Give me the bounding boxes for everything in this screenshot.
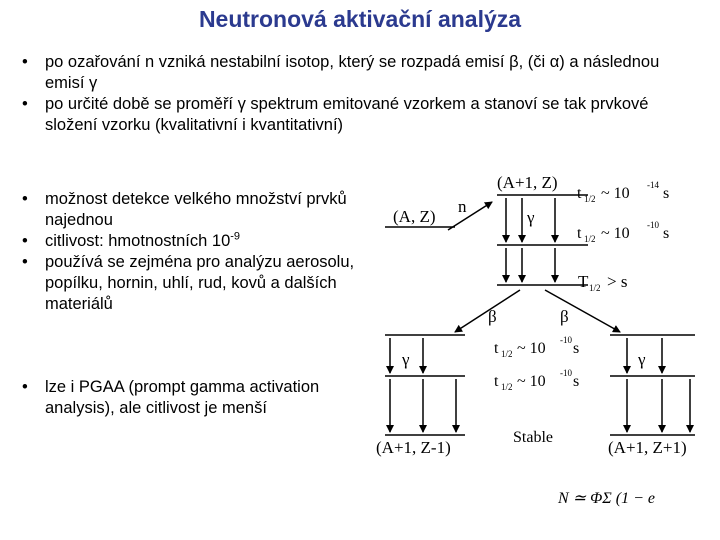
- bullet-dot: •: [22, 253, 28, 271]
- prompt-gamma-label: γ: [527, 208, 535, 227]
- compound-nucleus-label: (A+1, Z): [497, 173, 558, 192]
- beta-minus-label: β: [488, 307, 497, 326]
- radioactive-halflife-val: > s: [607, 272, 628, 291]
- bullet-dot: •: [22, 232, 28, 250]
- neutron-capture-arrow: [448, 202, 492, 230]
- delayed-halflife-2-val: ~ 10: [517, 373, 546, 390]
- gamma-halflife-sub: 1/2: [584, 234, 596, 244]
- bullet-dot: •: [22, 190, 28, 208]
- left-gamma-label: γ: [402, 350, 410, 369]
- bullet-dot: •: [22, 378, 28, 396]
- delayed-halflife-2-sub: 1/2: [501, 382, 513, 392]
- list-item: [15, 189, 375, 231]
- left-product-label: (A+1, Z-1): [376, 438, 451, 457]
- bullet-text: citlivost: hmotnostních 10: [45, 232, 231, 250]
- prompt-halflife-sub: 1/2: [584, 194, 596, 204]
- delayed-halflife-1-exp: -10: [560, 335, 572, 345]
- bullet-text: po ozařování n vzniká nestabilní isotop, který se rozpadá emisí β, (či α) a následnou emisí γ: [45, 53, 660, 92]
- delayed-halflife-1-t: t: [494, 340, 499, 357]
- delayed-halflife-2-t: t: [494, 373, 499, 390]
- bullet-dot: •: [22, 53, 28, 71]
- gamma-halflife-val: ~ 10: [601, 225, 630, 242]
- list-item: [15, 252, 375, 315]
- bullet-text: po určité době se proměří γ spektrum emitované vzorkem a stanoví se tak prvkové složení vzorku (kvalitativní i kvantitativní): [45, 95, 649, 134]
- prompt-halflife-unit: s: [663, 185, 670, 202]
- bullet-text: lze i PGAA (prompt gamma activation analysis), ale citlivost je menší: [45, 378, 320, 417]
- gamma-halflife-unit: s: [663, 225, 670, 242]
- list-item: [15, 52, 695, 94]
- list-item: [15, 94, 695, 136]
- prompt-halflife-exp: -14: [647, 180, 659, 190]
- delayed-halflife-1-sub: 1/2: [501, 349, 513, 359]
- decay-scheme-diagram: [370, 160, 715, 530]
- top-bullet-list: [15, 52, 695, 136]
- bullet-text: možnost detekce velkého množství prvků najednou: [45, 190, 347, 229]
- left-bullet-list: [15, 189, 375, 315]
- bullet-exponent: -9: [230, 230, 241, 243]
- list-item: [15, 231, 375, 252]
- delayed-halflife-1-val: ~ 10: [517, 340, 546, 357]
- activation-formula: N ≃ ΦΣ (1 − e: [558, 490, 655, 507]
- beta-plus-arrow: [545, 290, 620, 332]
- neutron-label: n: [458, 197, 467, 216]
- gamma-halflife-exp: -10: [647, 220, 659, 230]
- beta-plus-label: β: [560, 307, 569, 326]
- right-gamma-label: γ: [638, 350, 646, 369]
- bullet-text: používá se zejména pro analýzu aerosolu, popílku, hornin, uhlí, rud, kovů a dalších materiálů: [45, 253, 355, 313]
- delayed-halflife-2-exp: -10: [560, 368, 572, 378]
- delayed-halflife-2-unit: s: [573, 373, 580, 390]
- delayed-halflife-1-unit: s: [573, 340, 580, 357]
- bottom-bullet-list: [15, 377, 345, 419]
- list-item: [15, 377, 345, 419]
- page-title: Neutronová aktivační analýza: [198, 6, 522, 32]
- bullet-dot: •: [22, 95, 28, 113]
- right-product-label: (A+1, Z+1): [608, 438, 687, 457]
- gamma-halflife-t: t: [577, 225, 582, 242]
- prompt-halflife-t: t: [577, 185, 582, 202]
- radioactive-halflife-T: T: [578, 272, 589, 291]
- prompt-halflife-val: ~ 10: [601, 185, 630, 202]
- target-nucleus-label: (A, Z): [393, 207, 436, 226]
- stable-label: Stable: [513, 429, 553, 446]
- radioactive-halflife-sub: 1/2: [589, 283, 601, 293]
